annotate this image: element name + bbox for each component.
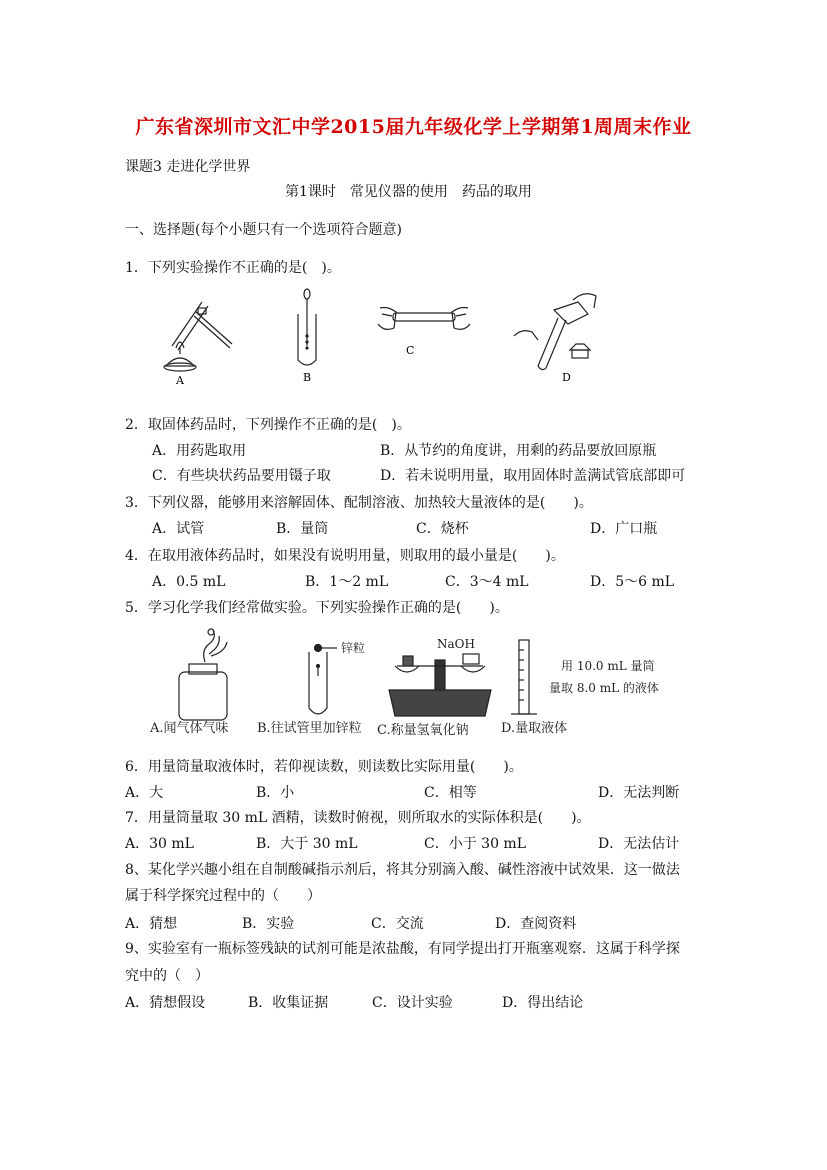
q8-option-b: B．实验 — [242, 916, 295, 932]
q1-stem: 1．下列实验操作不正确的是( )。 — [125, 260, 341, 276]
q9-option-c: C．设计实验 — [372, 995, 453, 1011]
q3-stem: 3．下列仪器，能够用来溶解固体、配制溶液、加热较大量液体的是( )。 — [125, 495, 593, 511]
q6-option-a: A．大 — [125, 785, 164, 801]
q6-option-b: B．小 — [256, 785, 295, 801]
q5-c-balance-illustration — [389, 654, 491, 716]
q6-option-d: D．无法判断 — [598, 785, 680, 801]
q2-option-c: C．有些块状药品要用镊子取 — [152, 468, 331, 484]
q2-stem: 2．取固体药品时，下列操作不正确的是( )。 — [125, 417, 411, 433]
q3-option-d: D．广口瓶 — [590, 521, 658, 537]
q6-options — [0, 784, 827, 802]
q2-option-a: A．用药匙取用 — [152, 443, 247, 459]
q2-option-d: D．若未说明用量，取用固体时盖满试管底部即可 — [380, 468, 686, 484]
q8-stem-line2: 属于科学探究过程中的（ ） — [125, 888, 321, 904]
q8-stem-line1: 8、某化学兴趣小组在自制酸碱指示剂后，将其分别滴入酸、碱性溶液中试效果．这一做法 — [125, 862, 680, 878]
q3-options — [0, 520, 827, 538]
q3-option-a: A．试管 — [152, 521, 205, 537]
q4-option-c: C．3～4 mL — [445, 574, 529, 590]
q8-option-d: D．查阅资料 — [495, 916, 577, 932]
q7-option-a: A．30 mL — [125, 836, 194, 852]
q5-cylinder-note2: 量取 8.0 mL 的液体 — [549, 681, 659, 695]
q5-a-bottle-illustration — [179, 629, 227, 720]
q1-b-dropper-illustration — [298, 289, 316, 365]
q2-options-row1 — [0, 442, 827, 460]
q4-option-a: A．0.5 mL — [152, 574, 226, 590]
q7-stem: 7．用量筒量取 30 mL 酒精，读数时俯视，则所取水的实际体积是( )。 — [125, 810, 591, 826]
q5-stem: 5．学习化学我们经常做实验。下列实验操作正确的是( )。 — [125, 600, 509, 616]
q1-figure — [158, 288, 618, 386]
q4-stem: 4．在取用液体药品时，如果没有说明用量，则取用的最小量是( )。 — [125, 548, 565, 564]
q5-b-tube-illustration — [309, 645, 337, 715]
q9-stem-line1: 9、实验室有一瓶标签残缺的试剂可能是浓盐酸，有同学提出打开瓶塞观察．这属于科学探 — [125, 941, 680, 957]
q2-options-row2 — [0, 467, 827, 485]
q8-option-c: C．交流 — [371, 916, 424, 932]
q9-option-a: A．猜想假设 — [125, 995, 206, 1011]
q5-caption-b: B.往试管里加锌粒 — [257, 721, 362, 736]
q6-stem: 6．用量筒量取液体时，若仰视读数，则读数比实际用量( )。 — [125, 759, 523, 775]
q4-options — [0, 573, 827, 591]
q8-options — [0, 915, 827, 933]
section-heading: 一、选择题(每个小题只有一个选项符合题意) — [125, 222, 402, 238]
lesson-heading: 第1课时 常见仪器的使用 药品的取用 — [285, 184, 532, 200]
q1-label-b: B — [303, 371, 312, 384]
q1-label-c: C — [406, 344, 415, 357]
q5-cylinder-note1: 用 10.0 mL 量筒 — [561, 659, 655, 673]
q5-zinc-label: 锌粒 — [341, 641, 366, 655]
q5-caption-d: D.量取液体 — [501, 721, 568, 736]
q7-option-b: B．大于 30 mL — [256, 836, 358, 852]
q1-a-heating-illustration — [164, 302, 232, 371]
document-title: 广东省深圳市文汇中学2015届九年级化学上学期第1周周末作业 — [135, 116, 692, 138]
q1-label-a: A — [176, 374, 184, 387]
q1-d-pouring-illustration — [514, 294, 596, 370]
topic-heading: 课题3 走进化学世界 — [125, 159, 251, 175]
q5-caption-c: C.称量氢氧化钠 — [377, 723, 469, 738]
q5-naoh-label: NaOH — [437, 637, 475, 651]
q3-option-b: B．量筒 — [276, 521, 329, 537]
q8-option-a: A．猜想 — [125, 916, 178, 932]
q7-option-d: D．无法估计 — [598, 836, 680, 852]
q7-option-c: C．小于 30 mL — [424, 836, 526, 852]
q6-option-c: C．相等 — [424, 785, 477, 801]
q4-option-b: B．1～2 mL — [305, 574, 389, 590]
q9-stem-line2: 究中的（ ） — [125, 968, 209, 984]
q5-d-cylinder-illustration — [511, 640, 537, 714]
q9-option-b: B．收集证据 — [248, 995, 329, 1011]
q1-label-d: D — [562, 371, 571, 384]
q3-option-c: C．烧杯 — [416, 521, 469, 537]
q7-options — [0, 835, 827, 853]
q4-option-d: D．5～6 mL — [590, 574, 675, 590]
q9-option-d: D．得出结论 — [502, 995, 584, 1011]
q9-options — [0, 994, 827, 1012]
q1-c-hands-illustration — [378, 308, 470, 330]
q5-caption-a: A.闻气体气味 — [150, 721, 229, 736]
q5-figure — [145, 626, 659, 744]
q2-option-b: B．从节约的角度讲，用剩的药品要放回原瓶 — [380, 443, 657, 459]
